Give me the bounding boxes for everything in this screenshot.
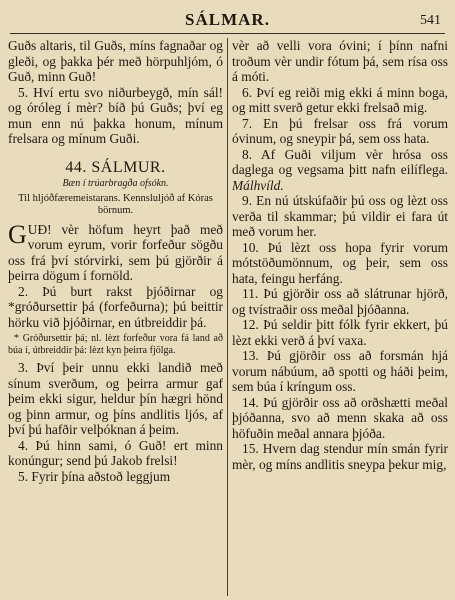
verse-3: 3. Því þeir unnu ekki landið með sínum sverðum, og þeirra armur gaf þeim ekki sigur, heldur þín hægri hönd og þinn armur, og þíns andlitis ljós, af því þú hafðir velþóknan á þeim. [8, 360, 223, 437]
verse-6: 6. Því eg reiði mig ekki á minn boga, og mitt sverð getur ekki frelsað mig. [232, 84, 448, 115]
drop-cap: G [8, 219, 27, 249]
verse-12: 12. Þú seldir þitt fólk fyrir ekkert, þú lèzt ekki verð á því vaxa. [232, 317, 448, 348]
verse-continuation-right: vèr að velli vora óvini; í þínn nafni troðum vèr undir fótum þá, sem rísa oss á móti. [232, 38, 448, 84]
verse-continuation: Guðs altaris, til Guðs, míns fagnaðar og gleði, og þakka þér með hörpuhljóm, ó Guð, minn Guð! [8, 38, 223, 84]
psalm-note: Til hljóðfæremeistarans. Kennsluljóð af Kóras börnum. [18, 192, 213, 216]
verse-8-text: 8. Af Guði viljum vèr hrósa oss daglega og vegsama þitt nafn eilíflega. [232, 146, 448, 177]
verse-15: 15. Hvern dag stendur mín smán fyrir mèr, og míns andlitis sneypa þekur mig, [232, 441, 448, 472]
verse-10: 10. Þú lèzt oss hopa fyrir vorum mótstöðumönnum, og þeir, sem oss hata, feingu herfáng. [232, 239, 448, 286]
verse-13: 13. Þú gjörðir oss að forsmán hjá vorum nábúum, að spotti og háði þeim, sem búa í kríngum oss. [232, 348, 448, 394]
verse-4: 4. Þú hinn sami, ó Guð! ert minn konúngur; send þú Jakob frelsi! [8, 437, 223, 468]
verse-8 [232, 147, 448, 194]
verse-7: 7. En þú frelsar oss frá vorum óvinum, og sneypir þá, sem oss hata. [232, 115, 448, 146]
psalm-heading: 44. SÁLMUR. [65, 158, 166, 176]
right-column [232, 38, 448, 596]
page-number: 541 [420, 13, 441, 28]
verse-1-text: UÐ! vèr höfum heyrt það með vorum eyrum, vorir forfeður sögðu oss frá því stórvirki, sem þú gjörðir á þeirra dögum í fornöld. [8, 221, 223, 283]
verse-5b: 5. Fyrir þína aðstoð leggjum [18, 468, 171, 484]
running-head [10, 9, 445, 34]
verse-14: 14. Þú gjörðir oss að orðshætti meðal þjóðanna, svo að menn skaka að oss höfuðin meðal annara þjóða. [232, 394, 448, 441]
footnote: * Gróðursettir þá; nl. lèzt forfeður vora fá land að búa í, útbreiddir þá: lèzt kyn þeirra fjölga. [8, 333, 223, 356]
running-title: SÁLMAR. [185, 10, 270, 29]
left-column [8, 38, 228, 596]
verse-1 [8, 219, 223, 284]
verse-11: 11. Þú gjörðir oss að slátrunar hjörð, og tvístraðir oss meðal þjóðanna. [232, 286, 448, 317]
verse-5: 5. Hví ertu svo niðurbeygð, mín sál! og óróleg í mèr? bíð þú Guðs; því eg mun enn nú þakka honum, mínum frelsara og mínum Guði. [8, 84, 223, 146]
selah-mark: Málhvíld. [232, 177, 284, 193]
verse-2: 2. Þú burt rakst þjóðirnar og *gróðursettir þá (forfeðurna); þú beittir hörku við þjóðirnar, en útbreiddir þá. [8, 283, 223, 330]
verse-9: 9. En nú útskúfaðir þú oss og lèzt oss verða til skammar; þú vildir ei fara út með vorum her. [232, 193, 448, 239]
psalm-subtitle: Bæn í trúarbragða ofsókn. [62, 177, 169, 189]
